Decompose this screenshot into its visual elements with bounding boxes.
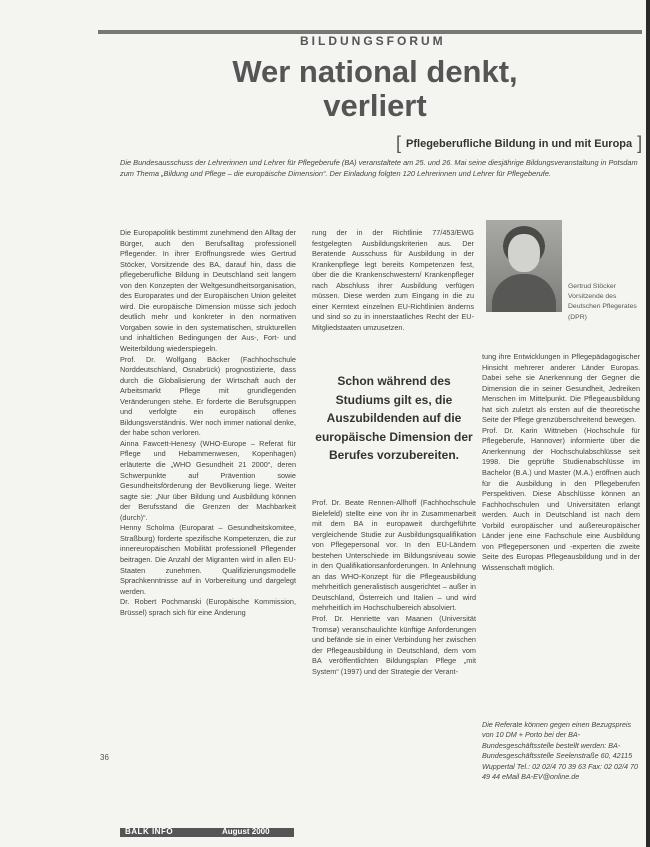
paragraph: tung ihre Entwicklungen in Pflegepädagogischer Hinsicht mehrerer anderer Länder Europas. Dabei sehe sie Anerkennung der Gegner die Dimension die in seiner Gesundheit, Jedreiken Menschen im Mittelpunkt. Die Pflegeausbildung hat sich zuletzt als ersten auf die theoretische Seite der Pflege grenzüberschreitend bewegen. (482, 352, 640, 425)
paragraph: Prof. Dr. Wolfgang Bäcker (Fachhochschule Norddeutschland, Osnabrück) prognostizierte, dass durch die Globalisierung der Wirtschaft auch der Arbeitsmarkt Pflege mit grundlegenden Veränderungen stehe. Er forderte die Berufsgruppen und verfolgte ein europäisch offenes Bildungsverständnis. Wer noch immer national denke, der habe schon verloren. (120, 354, 296, 438)
bracket-close-glyph: ] (632, 133, 643, 153)
article-subtitle (396, 133, 642, 154)
article-title: Wer national denkt, verliert (232, 54, 518, 123)
pull-quote: Schon während des Studiums gilt es, die Auszubildenden auf die europäische Dimension der Berufes vorzubereiten. (315, 374, 473, 463)
text-column-2 (312, 228, 474, 333)
paragraph: Prof. Dr. Henriette van Maanen (Universität Tromsø) veranschaulichte künftige Anforderungen und befände sie in einer Verbindung her zwischen der Pflegeausbildung in Deutschland, dem vom BA veröffentlichten Bildungsplan Pflege „mit System“ (1997) und der Strategie der Verant- (312, 614, 476, 676)
text-column-3 (482, 352, 640, 573)
paragraph: Prof. Dr. Beate Rennen-Allhoff (Fachhochschule Bielefeld) stellte eine von ihr in Zusammenarbeit mit dem BA in europaweit durchgeführte vergleichende Studie zur Ausbildungsqualifikation von Pflegepersonal vor. In den EU-Ländern bestehen Unterschiede im Bildungsniveau sowie in den Qualifikationsanforderungen. In Anlehnung an das WHO-Konzept für die Pflegeausbildung mehrheitlich generalistisch ausgerichtet – außer in Deutschland, Österreich und Italien – und wird mehrheitlich im Hochschulbereich absolviert. (312, 498, 476, 613)
text-column-2-lower (312, 498, 476, 677)
photo-caption: Gertrud Stöcker Vorsitzende des Deutschen Pflegerates (DPR) (568, 283, 637, 321)
article-intro: Die Bundesausschuss der Lehrerinnen und Lehrer für Pflegeberufe (BA) veranstaltete am 25. und 26. Mai seine diesjährige Bildungsveranstaltung in Potsdam zum Thema „Bildung und Pflege – die europäische Dimension“. Der Einladung folgten 120 Lehrerinnen und Lehrer für Pflegeberufe. (120, 158, 638, 178)
scan-border (646, 0, 650, 847)
paragraph: Dr. Robert Pochmanski (Europäische Kommission, Brüssel) sprach sich für eine Änderung (120, 597, 296, 617)
text-column-1 (120, 228, 296, 618)
paragraph: rung der in der Richtlinie 77/453/EWG festgelegten Ausbildungskriterien aus. Der Beratende Ausschuss für Ausbildung in der Krankenpflege legt bereits Kompetenzen fest, über die die Krankenschwestern/ Krankenpfleger nach Abschluss ihrer Ausbildung verfügen müssen. Diese werden zum Eingang in die zu einer Kerntext einzelnen EU-Richtlinien änderns und sind so zu in innerstaatliches Recht der EU-Mitgliedstaaten umzusetzen. (312, 228, 474, 332)
page-number: 36 (100, 753, 109, 762)
order-info: Die Referate können gegen einen Bezugspreis von 10 DM + Porto bei der BA-Bundesgeschäftsstelle bestellt werden: BA-Bundesgeschäftsstelle Seelenstraße 60, 42115 Wuppertal Tel.: 02 02/4 70 39 63 Fax: 02 02/4 70 49 44 eMail BA-EV@online.de (482, 720, 638, 782)
paragraph: Prof. Dr. Karin Wittneben (Hochschule für Pflegeberufe, Hannover) informierte über die Anerkennung der Hochschulabschlüsse seit 1998. Die geprüfte Studienabschlüsse im Bachelor (B.A.) und Master (M.A.) eröffnen auch für die Ausbildung in den Pflegeberufen Perspektiven. Diese Abschlüsse können an Fachhochschulen und Universitäten erlangt werden. Auch in Deutschland ist nach dem Vorbild europäischer und außereuropäischer Länder jene eine Fachschule eine Ausbildung von Pflegepersonen und -experten die zweite Seite des Europas Pflegeausbildung und in der Wissenschaft möglich. (482, 425, 640, 572)
section-label: BILDUNGSFORUM (300, 34, 446, 48)
footer-issue: August 2000 (222, 827, 270, 836)
footer-publication: BALK INFO (125, 827, 174, 836)
paragraph: Henny Scholma (Europarat – Gesundheitskomitee, Straßburg) forderte spezifische Kompetenzen, die zur innereuropäischen Mobilität professionell Pflegender beitragen. Die Anzahl der Migranten wird in allen EU-Staaten zunehmen. Qualifizierungsmodelle Sprachkenntnisse auf in Vorbereitung und dargelegt werden. (120, 523, 296, 596)
paragraph: Ainna Fawcett-Henesy (WHO-Europe – Referat für Pflege und Hebammenwesen, Kopenhagen) erläuterte die „WHO Gesundheit 21 2000“, deren Schwerpunkte auf Prävention sowie Gesundheitsförderung der Bevölkerung liege. Weiter sagte sie: „Nur über Bildung und Ausbildung können der Berufsstand die Grenzen der Machbarkeit (durch)“. (120, 438, 296, 522)
subtitle-text: Pflegeberufliche Bildung in und mit Europa (406, 138, 633, 150)
bracket-open-glyph: [ (396, 133, 407, 153)
portrait-photo (486, 220, 562, 312)
paragraph: Die Europapolitik bestimmt zunehmend den Alltag der Bürger, auch den Berufsalltag professionell Pflegender. In ihrer Eröffnungsrede wies Gertrud Stöcker, Vorsitzende des BA, darauf hin, dass die pflegeberufliche Bildung in Deutschland seit langem von den Konzepten der Weltgesundheitsorganisation, des Europarates und der Europäischen Union geleitet wird. Die europäische Dimension müsse sich jedoch deutlich mehr und konkreter in den normativen Vorgaben sowie in den systematischen, strukturellen und inhaltlichen Bedingungen der Aus-, Fort- und Weiterbildung wiederspiegeln. (120, 228, 296, 354)
